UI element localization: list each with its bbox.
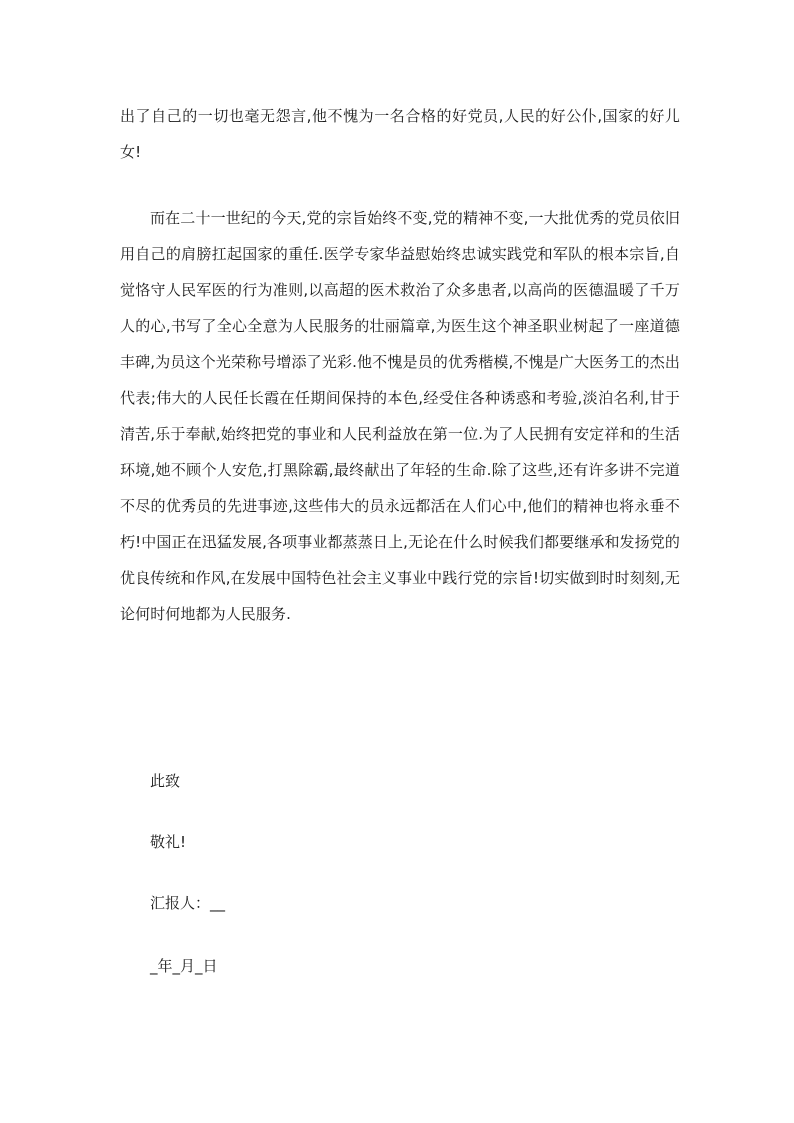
letter-body xyxy=(120,98,680,632)
closing-regards: 敬礼! xyxy=(150,833,187,851)
closing-salutation: 此致 xyxy=(150,772,181,790)
paragraph-continuation: 出了自己的一切也毫无怨言,他不愧为一名合格的好党员,人民的好公仆,国家的好儿女! xyxy=(120,107,680,161)
date-line: _年_月_日 xyxy=(150,957,218,975)
reporter-line: 汇报人：__ xyxy=(150,894,226,912)
paragraph-main: 而在二十一世纪的今天,党的宗旨始终不变,党的精神不变,一大批优秀的党员依旧用自己的肩膀扛起国家的重任.医学专家华益慰始终忠诚实践党和军队的根本宗旨,自觉恪守人民军医的行为准则,以高超的医术救治了众多患者,以高尚的医德温暖了千万人的心,书写了全心全意为人民服务的壮丽篇章,为医生这个神圣职业树起了一座道德丰碑,为员这个光荣称号增添了光彩.他不愧是员的优秀楷模,不愧是广大医务工的杰出代表;伟大的人民任长霞在任期间保持的本色,经受住各种诱惑和考验,淡泊名利,甘于清苦,乐于奉献,始终把党的事业和人民利益放在第一位.为了人民拥有安定祥和的生活环境,她不顾个人安危,打黑除霸,最终献出了年轻的生命.除了这些,还有许多讲不完道不尽的优秀员的先进事迹,这些伟大的员永远都活在人们心中,他们的精神也将永垂不朽!中国正在迅猛发展,各项事业都蒸蒸日上,无论在什么时候我们都要继承和发扬党的优良传统和作风,在发展中国特色社会主义事业中践行党的宗旨!切实做到时时刻刻,无论何时何地都为人民服务. xyxy=(120,209,680,623)
